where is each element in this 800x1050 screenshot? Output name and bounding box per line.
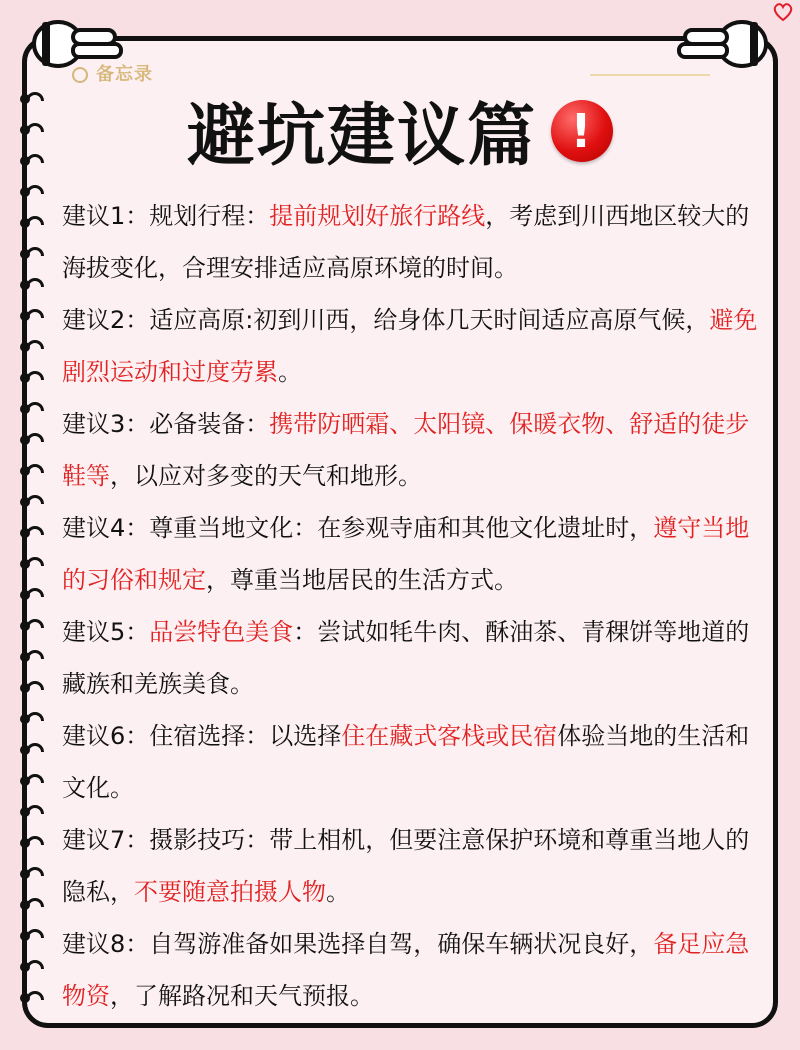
tip-highlight: 不要随意拍摄人物 [134, 878, 326, 906]
spiral-ring [20, 557, 38, 569]
tip-text: 建议1：规划行程： [62, 202, 270, 230]
memo-text: 备忘录 [96, 64, 153, 85]
tip-highlight: 携带防晒霜、太阳镜、保暖衣物、舒适的徒步鞋等 [62, 410, 750, 490]
tip-highlight: 提前规划好旅行路线 [269, 202, 486, 230]
spiral-ring [20, 743, 38, 755]
spiral-ring [20, 123, 38, 135]
tip-highlight: 遵守当地的习俗和规定 [62, 514, 750, 594]
spiral-ring [20, 402, 38, 414]
tip-item [62, 294, 762, 398]
spiral-ring [20, 929, 38, 941]
spiral-ring [20, 154, 38, 166]
tip-item [62, 606, 762, 710]
tip-highlight: 住在藏式客栈或民宿 [341, 722, 558, 750]
tip-text: 建议5： [62, 618, 150, 646]
tip-item [62, 918, 762, 1022]
tip-item [62, 710, 762, 814]
spiral-ring [20, 774, 38, 786]
heart-icon [772, 2, 794, 22]
spiral-ring [20, 712, 38, 724]
tip-text: 建议3：必备装备： [62, 410, 270, 438]
tip-text: 体验当地的生活和文化。 [62, 722, 750, 802]
alert-icon: ! [551, 100, 613, 162]
tip-text: 建议8：自驾游准备如果选择自驾，确保车辆状况良好， [62, 930, 654, 958]
spiral-ring [20, 495, 38, 507]
spiral-ring [20, 309, 38, 321]
spiral-ring [20, 216, 38, 228]
decorative-divider [590, 74, 710, 76]
tip-text: ，尊重当地居民的生活方式。 [206, 566, 518, 594]
tip-item [62, 502, 762, 606]
spiral-ring [20, 991, 38, 1003]
tip-item [62, 814, 762, 918]
tip-text: ：尝试如牦牛肉、酥油茶、青稞饼等地道的藏族和羌族美食。 [62, 618, 750, 698]
spiral-ring [20, 960, 38, 972]
tip-text: 。 [326, 878, 350, 906]
tip-text: 建议7：摄影技巧：带上相机，但要注意保护环境和尊重当地人的隐私， [62, 826, 750, 906]
tip-item [62, 398, 762, 502]
spiral-ring [20, 185, 38, 197]
spiral-ring [20, 805, 38, 817]
spiral-ring [20, 619, 38, 631]
tip-highlight: 品尝特色美食 [149, 618, 294, 646]
right-glove-icon [662, 14, 772, 74]
tips-list [62, 190, 762, 1022]
spiral-ring [20, 247, 38, 259]
search-icon [72, 67, 88, 83]
spiral-ring [20, 898, 38, 910]
spiral-ring [20, 433, 38, 445]
tip-text: 建议2：适应高原:初到川西，给身体几天时间适应高原气候， [62, 306, 710, 334]
title-text: 避坑建议篇 [186, 97, 537, 176]
tip-text: ，了解路况和天气预报。 [110, 982, 374, 1010]
spiral-ring [20, 867, 38, 879]
tip-text: 建议4：尊重当地文化：在参观寺庙和其他文化遗址时， [62, 514, 654, 542]
spiral-ring [20, 588, 38, 600]
spiral-ring [20, 278, 38, 290]
spiral-ring [20, 526, 38, 538]
tip-text: ，考虑到川西地区较大的海拔变化，合理安排适应高原环境的时间。 [62, 202, 750, 282]
tip-text: 。 [278, 358, 302, 386]
spiral-ring [20, 650, 38, 662]
page-title [0, 82, 800, 179]
tip-text: ，以应对多变的天气和地形。 [110, 462, 422, 490]
tip-highlight: 避免剧烈运动和过度劳累 [62, 306, 758, 386]
spiral-ring [20, 92, 38, 104]
spiral-ring [20, 371, 38, 383]
spiral-ring [20, 464, 38, 476]
spiral-ring [20, 340, 38, 352]
tip-highlight: 备足应急物资 [62, 930, 750, 1010]
tip-item [62, 190, 762, 294]
spiral-ring [20, 836, 38, 848]
spiral-ring [20, 681, 38, 693]
tip-text: 建议6：住宿选择：以选择 [62, 722, 342, 750]
